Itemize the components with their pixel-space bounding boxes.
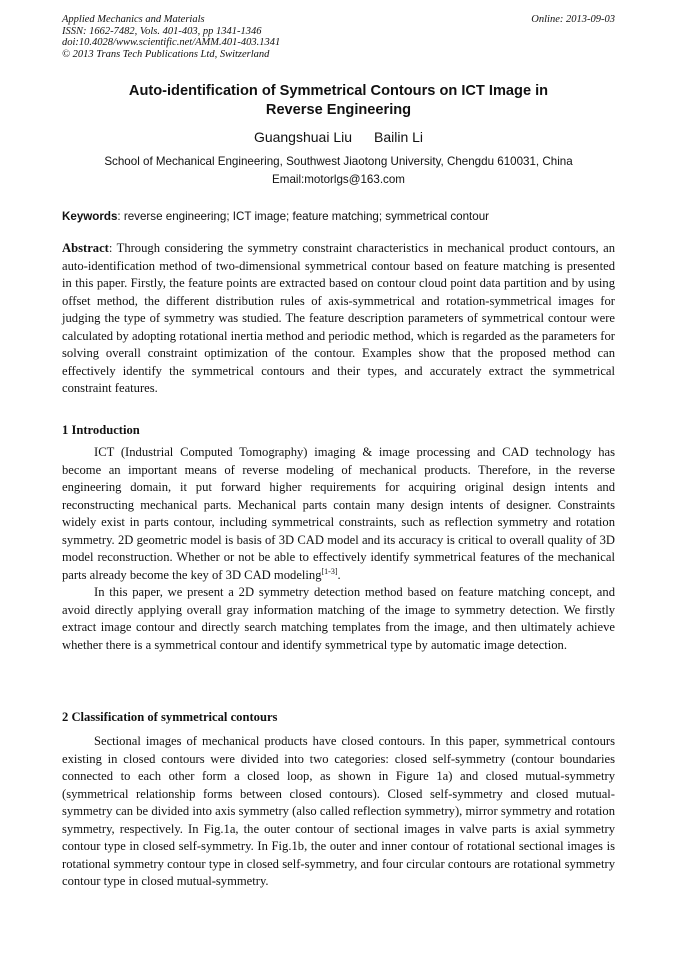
section-heading: 1 Introduction <box>62 423 140 437</box>
author-name: Guangshuai Liu <box>253 129 353 145</box>
title-line-2: Reverse Engineering <box>265 102 412 118</box>
keywords-text: : reverse engineering; ICT image; feature matching; symmetrical contour <box>117 210 490 223</box>
citation: [1-3] <box>321 566 338 576</box>
paragraph-text: ICT (Industrial Computed Tomography) imaging & image processing and CAD technology has become an important means of reverse modeling of mechanical products. Therefore, in the reverse engineering domain, it put forward higher requirements for acquiring original design intents and reconstructing mechanical parts. Mechanical parts contain many design intents of designer. Constraints widely exist in parts contour, including symmetrical constraints, such as reflection symmetry and rotation symmetry. 2D geometric model is basis of 3D CAD model and its accuracy is critical to overall quality of 3D model reconstruction. Whether or not be able to effectively identify symmetrical features of the mechanical parts already become the key of 3D CAD modeling <box>62 445 615 582</box>
affiliation: School of Mechanical Engineering, Southwest Jiaotong University, Chengdu 610031, China <box>104 155 573 168</box>
author-list <box>62 128 615 146</box>
paragraph: Sectional images of mechanical products have closed contours. In this paper, symmetrical contours existing in closed contours were divided into two categories: closed self-symmetry (contour boundaries connected to each other form a closed loop, as shown in Figure 1a) and closed mutual-symmetry (symmetrical relationship forms between closed contours). Closed self-symmetry and closed mutual-symmetry can be divided into axis symmetry (also called reflection symmetry), mirror symmetry and rotation symmetry, respectively. In Fig.1a, the outer contour of sectional images in valve parts is axial symmetry contour type in closed self-symmetry. In Fig.1b, the outer and inner contour of rotational sectional images is rotational symmetry contour type in closed self-symmetry, and four circular contours are rotational symmetry contour type in closed mutual-symmetry. <box>62 734 615 888</box>
paper-title <box>62 82 615 120</box>
online-date: Online: 2013-09-03 <box>531 14 615 25</box>
abstract-label: Abstract <box>62 241 109 255</box>
copyright-line: © 2013 Trans Tech Publications Ltd, Switzerland <box>62 48 270 60</box>
journal-header <box>62 14 615 60</box>
classification-section <box>62 733 615 891</box>
paragraph: In this paper, we present a 2D symmetry detection method based on feature matching concept, and avoid directly applying overall gray information matching of the image to symmetry detection. We firstly extract image contour and directly search matching templates from the image, and then ultimately achieve whether there is a symmetrical contour and identify symmetrical type by automatic image detection. <box>62 585 615 652</box>
journal-name: Applied Mechanics and Materials <box>62 14 205 25</box>
keywords-label: Keywords <box>62 210 118 223</box>
author-email: Email:motorlgs@163.com <box>272 173 405 186</box>
affiliation-block <box>62 153 615 189</box>
doi-line: doi:10.4028/www.scientific.net/AMM.401-403.1341 <box>62 37 281 48</box>
issn-line: ISSN: 1662-7482, Vols. 401-403, pp 1341-1346 <box>62 25 262 37</box>
section-heading: 2 Classification of symmetrical contours <box>62 710 278 724</box>
keywords <box>62 209 615 225</box>
abstract-text: : Through considering the symmetry constraint characteristics in mechanical product contours, an auto-identification method of two-dimensional symmetrical contour based on feature matching is presented in this paper. Firstly, the feature points are extracted based on contour cloud point data partition and by using offset method, the different distribution rules of axis-symmetrical and rotation-symmetrical images for judging the type of symmetry was studied. The feature description parameters of symmetrical contour were calculated by adopting rotational inertia method and periodic method, which is regarded as the parameters for solving overall constraint optimization of the contour. Examples show that the proposed method can effectively identify the symmetrical contours and their types, and accurately extract the symmetrical constraint features. <box>62 241 615 395</box>
author-name: Bailin Li <box>374 129 424 145</box>
introduction-section <box>62 444 615 654</box>
title-line-1: Auto-identification of Symmetrical Contours on ICT Image in <box>128 83 549 99</box>
abstract <box>62 240 615 398</box>
paragraph-end: . <box>337 567 341 582</box>
paragraph <box>62 444 615 584</box>
